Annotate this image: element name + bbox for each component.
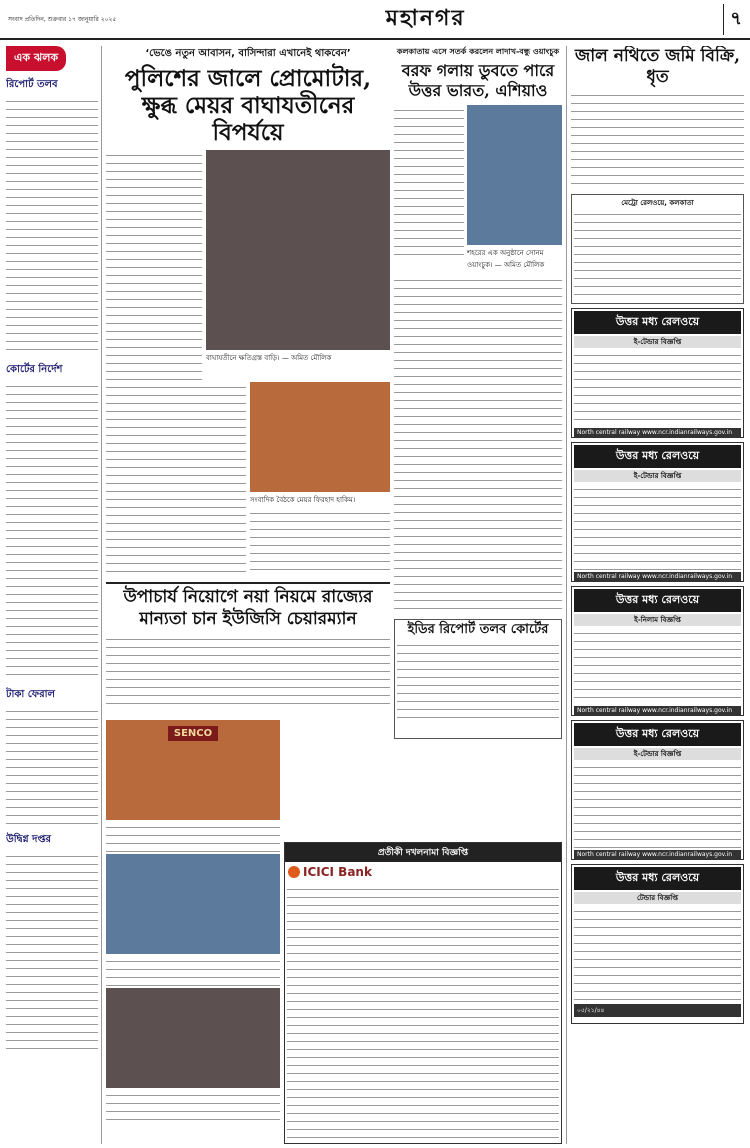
vc-story [106,582,390,704]
lead-story [106,46,390,576]
ad-column [566,46,744,1144]
photo-column [106,720,280,1140]
rail-body-5 [574,906,741,1002]
rail-sub-1: ই-টেন্ডার বিজ্ঞপ্তি [574,336,741,348]
ladakh-kicker: কলকাতায় এসে সতর্ক করলেন লাদাখ-বন্ধু ওয়াংচুক [396,47,560,56]
brief-body-3 [6,706,98,826]
brief-body-1 [6,96,98,356]
brief-tag: এক ঝলক [6,46,66,71]
rail-sub-3: ই-নিলাম বিজ্ঞপ্তি [574,614,741,626]
rail-body-2 [574,484,741,570]
brief-column [6,46,102,1144]
ed-body [397,640,559,720]
rail-sub-5: টেন্ডার বিজ্ঞপ্তি [574,892,741,904]
rail-ad-5 [571,864,744,1024]
page-header [0,0,750,40]
rail-foot-2: North central railway www.ncr.indianrailways.gov.in [574,572,741,581]
ladakh-photo [467,105,562,245]
lead-body-3 [250,508,390,576]
lead-body-2 [106,382,246,576]
icici-logo-icon [288,866,300,878]
rail-foot-4: North central railway www.ncr.indianrailways.gov.in [574,850,741,859]
ladakh-story [394,46,562,836]
rail-ad-2 [571,442,744,582]
rail-ad-4 [571,720,744,860]
senco-logo: SENCO [168,726,218,741]
icici-notice-title: প্রতীকী দখলনামা বিজ্ঞপ্তি [285,843,561,862]
metro-ad [571,194,744,304]
brief-body-2 [6,381,98,681]
ladakh-body-1 [394,105,464,255]
ladakh-headline: বরফ গলায় ডুবতে পারে উত্তর ভারত, এশিয়াও [401,61,555,100]
lead-kicker: ‘ভেঙে নতুন আবাসন, বাসিন্দারা এখানেই থাকবেন’ [145,48,351,59]
land-headline: জাল নথিতে জমি বিক্রি, ধৃত [574,46,740,87]
ladakh-caption: শহরের এক অনুষ্ঠানে সোনম ওয়াংচুক। — অমিত মৌলিক [467,249,545,269]
event-photo-1 [106,854,280,954]
brief-head-2: কোর্টের নির্দেশ [6,364,63,375]
rail-title-2: উত্তর মধ্য রেলওয়ে [574,445,741,468]
event-caption-2 [106,1090,280,1120]
brief-body-4 [6,851,98,1051]
rail-title-3: উত্তর মধ্য রেলওয়ে [574,589,741,612]
rail-foot-1: North central railway www.ncr.indianrailways.gov.in [574,428,741,437]
ed-story [394,619,562,739]
icici-logo-text: ICICI Bank [303,865,372,879]
vc-body [106,634,390,704]
rail-ad-3 [571,586,744,716]
dateline: সংবাদ প্রতিদিন, শুক্রবার ১৭ জানুয়ারি ২০২৫ [8,15,117,23]
lead-photo-2-caption: সংবাদিক বৈঠকে মেয়র ফিরহাদ হাকিম। [250,496,356,504]
rail-foot-5: ০৫/২১/৪৪ [574,1004,741,1017]
icici-logo [285,862,561,882]
lead-photo-2 [250,382,390,492]
rail-title-4: উত্তর মধ্য রেলওয়ে [574,723,741,746]
lead-headline: পুলিশের জালে প্রোমোটার, ক্ষুব্ধ মেয়র বাঘাযতীনের বিপর্যয়ে [124,65,372,146]
icici-table [287,884,559,1144]
rail-title-1: উত্তর মধ্য রেলওয়ে [574,311,741,334]
rail-foot-3: North central railway www.ncr.indianrailways.gov.in [574,706,741,715]
rail-body-3 [574,628,741,704]
senco-ad [106,720,280,820]
land-body [571,90,744,190]
event-photo-2 [106,988,280,1088]
rail-sub-2: ই-টেন্ডার বিজ্ঞপ্তি [574,470,741,482]
rail-body-4 [574,762,741,848]
page-number: ৭ [723,4,742,35]
ladakh-body-2 [394,275,562,615]
event-caption-1 [106,956,280,986]
vc-headline: উপাচার্য নিয়োগে নয়া নিয়মে রাজ্যের মান্যতা চান ইউজিসি চেয়ারম্যান [106,582,390,630]
brief-head-1: রিপোর্ট তলব [6,79,58,90]
rail-ad-1 [571,308,744,438]
ed-headline: ইডির রিপোর্ট তলব কোর্টের [407,622,549,637]
brief-head-4: উদ্বিগ্ন দপ্তর [6,834,52,845]
lead-photo [206,150,390,350]
icici-ad [284,842,562,1144]
rail-title-5: উত্তর মধ্য রেলওয়ে [574,867,741,890]
senco-caption [106,822,280,852]
metro-title: মেট্রো রেলওয়ে, কলকাতা [621,199,694,207]
rail-body-1 [574,350,741,426]
brief-head-3: টাকা ফেরাল [6,689,55,700]
lead-body-1 [106,150,202,380]
section-title: মহানগর [385,4,466,31]
rail-sub-4: ই-টেন্ডার বিজ্ঞপ্তি [574,748,741,760]
lead-photo-caption: বাঘাযতীনে ক্ষতিগ্রস্ত বাড়ি। — অমিত মৌলিক [206,354,332,362]
metro-body [574,209,741,299]
